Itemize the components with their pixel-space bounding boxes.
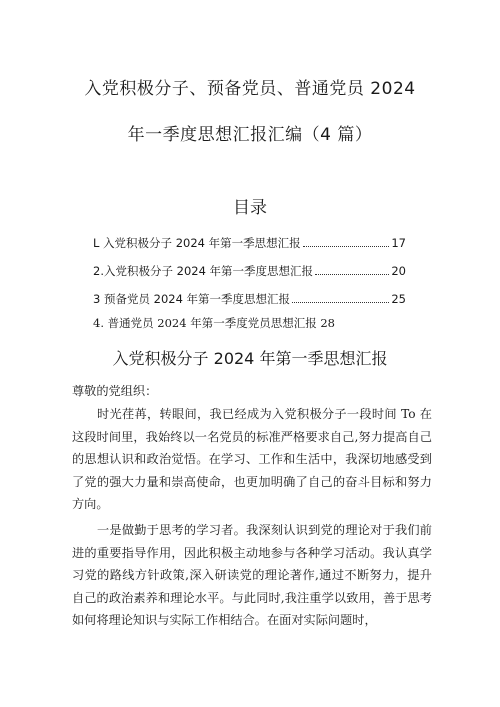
toc-leader-dots [315, 273, 389, 275]
toc-entry-label: L 入党积极分子 2024 年第一季思想汇报 [93, 236, 301, 250]
toc-entry-label: 3 预备党员 2024 年第一季度思想汇报 [93, 292, 291, 306]
toc-entry[interactable] [93, 235, 406, 251]
toc-entry-page: 20 [391, 264, 406, 278]
toc-entry[interactable] [93, 291, 406, 307]
toc-leader-dots [292, 301, 389, 303]
toc-entry[interactable] [93, 263, 406, 279]
toc-entry-plain[interactable]: 4. 普通党员 2024 年第一季度党员思想汇报 28 [93, 316, 335, 330]
toc-entry-label: 2.入党积极分子 2024 年第一季度思想汇报 [93, 264, 314, 278]
salutation: 尊敬的党组织： [72, 384, 158, 398]
document-title-line-2: 年一季度思想汇报汇编（4 篇） [127, 125, 373, 145]
document-title-line-1: 入党积极分子、预备党员、普通党员 2024 [84, 79, 416, 99]
body-paragraph: 一是做勤于思考的学习者。我深刻认识到党的理论对于我们前进的重要指导作用，因此积极主动地参与各种学习活动。我认真学习党的路线方针政策,深入研读党的理论著作,通过不断努力，提升自己的政治素养和理论水平。与此同时,我注重学以致用，善于思考如何将理论知识与实际工作相结合。在面对实际问题时， [72, 523, 432, 627]
toc-leader-dots [303, 245, 390, 247]
body-paragraph: 时光荏苒，转眼间，我已经成为入党积极分子一段时间 To 在这段时间里，我始终以一名党员的标准严格要求自己,努力提高自己的思想认识和政治觉悟。在学习、工作和生活中，我深切地感受到了党的强大力量和崇高使命，也更加明确了自己的奋斗目标和努力方向。 [72, 407, 432, 511]
toc-entry-page: 17 [391, 236, 406, 250]
toc-heading: 目录 [233, 198, 267, 218]
toc-entry-page: 25 [391, 292, 406, 306]
section-title: 入党积极分子 2024 年第一季思想汇报 [112, 349, 388, 368]
